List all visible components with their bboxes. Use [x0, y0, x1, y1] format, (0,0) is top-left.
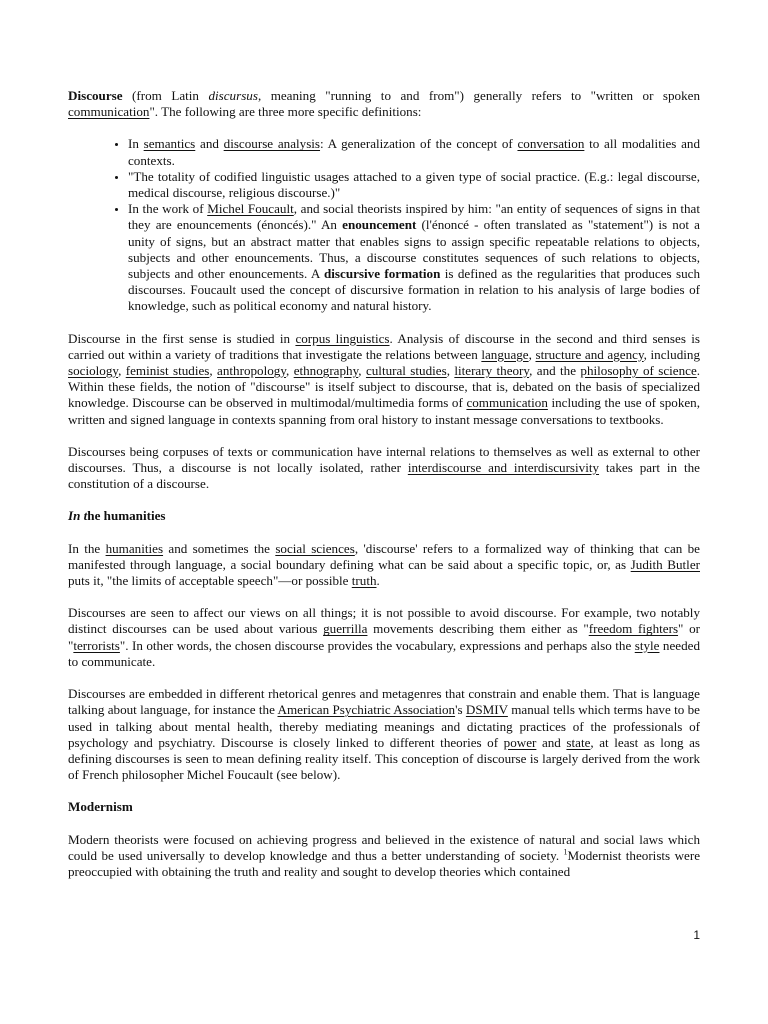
list-item [128, 136, 700, 168]
text: In [128, 136, 144, 152]
footnote-marker[interactable]: 1 [563, 847, 568, 857]
text: , [446, 363, 455, 379]
text: , and social theorists inspired by him: "an entity of sequences of signs in that they are enouncements (énoncés)." An [128, 201, 700, 233]
list-item [128, 201, 700, 314]
link-feminist-studies[interactable]: feminist studies [125, 363, 210, 379]
text: , at least as long as defining discourses is seen to mean defining reality itself. This conception of discourse is largely derived from the work of French philosopher Michel Foucault (see below). [68, 734, 701, 783]
text: and [195, 136, 224, 152]
paragraph-interdiscourse [68, 444, 700, 493]
paragraph-genres [68, 686, 700, 783]
text: needed to communicate. [68, 637, 700, 669]
link-communication-2[interactable]: communication [466, 395, 548, 411]
paragraph-modernism [68, 832, 700, 881]
text: Discourse in the first sense is studied in [68, 330, 296, 346]
text: . [376, 573, 380, 589]
paragraph-intro [68, 88, 700, 120]
text: is defined as the regularities that produces such discourses. Foucault used the concept of discursive formation in relation to his analysis of large bodies of knowledge, such as political economy and natural history. [128, 266, 700, 314]
definitions-list [68, 136, 700, 314]
paragraph-humanities [68, 541, 700, 590]
link-terrorists[interactable]: terrorists [73, 637, 120, 653]
text: to all modalities and contexts. [128, 136, 701, 168]
text: , meaning "running to and from") generally refers to "written or spoken [257, 88, 701, 103]
link-semantics[interactable]: semantics [143, 136, 196, 152]
text: Discourses being corpuses of texts or communication have internal relations to themselves as well as external to other discourses. Thus, a discourse is not locally isolated, rather [68, 443, 700, 476]
text: : A generalization of the concept of [320, 136, 518, 152]
link-humanities[interactable]: humanities [105, 540, 164, 556]
text: and [536, 734, 567, 750]
list-item [128, 169, 700, 201]
text: and sometimes the [163, 540, 276, 556]
link-michel-foucault[interactable]: Michel Foucault [207, 201, 294, 217]
document-body [68, 88, 700, 896]
link-anthropology[interactable]: anthropology [217, 363, 287, 379]
link-ethnography[interactable]: ethnography [293, 363, 359, 379]
text: In the work of [128, 201, 208, 217]
text: , [209, 363, 218, 379]
text: including the use of spoken, written and signed language in contexts spanning from oral history to instant message conversations to textbooks. [68, 395, 700, 427]
text: , including [643, 346, 700, 362]
link-communication[interactable]: communication [68, 104, 150, 120]
link-discourse-analysis[interactable]: discourse analysis [223, 136, 321, 152]
link-state[interactable]: state [566, 734, 591, 750]
link-literary-theory[interactable]: literary theory [454, 363, 530, 379]
text: , [528, 346, 536, 362]
term-discursive-formation: discursive formation [324, 266, 441, 282]
text: (from Latin [122, 88, 209, 103]
text: Modernist theorists were preoccupied with obtaining the truth and reality and sought to develop theories which contained [68, 847, 701, 879]
link-dsmiv[interactable]: DSMIV [465, 702, 508, 718]
link-philosophy-of-science[interactable]: philosophy of science [580, 363, 697, 379]
link-truth[interactable]: truth [351, 573, 377, 589]
heading-modernism: Modernism [68, 799, 133, 815]
text: , and the [529, 363, 581, 379]
text: Modern theorists were focused on achieving progress and believed in the existence of natural and social laws which could be used universally to develop knowledge and thus a better understanding of society. [68, 831, 700, 863]
page-number: 1 [693, 928, 700, 942]
text: , [118, 363, 126, 379]
text: (l'énoncé - often translated as "statement") is not a unity of signs, but an abstract matter that enables signs to assign specific repeatable relations to objects, subjects and other enouncements. Thus, a discourse constitutes sequences of such relations to objects, subjects and other enouncements. A [128, 217, 700, 282]
link-corpus-linguistics[interactable]: corpus linguistics [295, 330, 390, 346]
link-judith-butler[interactable]: Judith Butler [630, 556, 700, 572]
text: takes part in the constitution of a discourse. [68, 460, 700, 492]
link-social-sciences[interactable]: social sciences [275, 540, 355, 556]
term-enouncement: enouncement [342, 217, 417, 233]
text: Discourses are seen to affect our views on all things; it is not possible to avoid discourse. For example, two notably distinct discourses can be used about various [68, 605, 700, 637]
heading-rest: he humanities [87, 508, 166, 524]
heading-humanities [68, 508, 700, 524]
text: ". In other words, the chosen discourse provides the vocabulary, expressions and perhaps also the [119, 637, 635, 653]
text: , [286, 363, 294, 379]
link-structure-and-agency[interactable]: structure and agency [535, 346, 644, 362]
link-power[interactable]: power [503, 734, 537, 750]
text: Discourses are embedded in different rhetorical genres and metagenres that constrain and enable them. That is language talking about language, for instance the [68, 686, 700, 718]
link-language[interactable]: language [481, 346, 529, 362]
link-sociology[interactable]: sociology [68, 363, 119, 379]
text: ". The following are three more specific definitions: [149, 104, 422, 120]
text: manual tells which terms have to be used in talking about mental health, thereby mediating meanings and dictating practices of the professionals of psychology and psychiatry. Discourse is closely linked to different theories of [68, 702, 700, 750]
link-cultural-studies[interactable]: cultural studies [365, 363, 447, 379]
text: . Analysis of discourse in the second and third senses is carried out within a variety of traditions that investigate the relations between [68, 330, 700, 362]
link-apa[interactable]: American Psychiatric Association [277, 702, 456, 718]
text: "The totality of codified linguistic usages attached to a given type of social practice. (E.g.: legal discourse, medical discourse, religious discourse.)" [128, 168, 700, 201]
link-guerrilla[interactable]: guerrilla [323, 621, 368, 637]
text: , [358, 363, 366, 379]
latin-term: discursus [208, 88, 258, 103]
text: , 'discourse' refers to a formalized way of thinking that can be manifested through language, a social boundary defining what can be said about a specific topic, or, as [68, 540, 700, 572]
link-conversation[interactable]: conversation [517, 136, 585, 152]
text: 's [455, 702, 466, 718]
text: puts it, "the limits of acceptable speech"—or possible [68, 573, 352, 589]
text: " or " [68, 621, 700, 653]
link-freedom-fighters[interactable]: freedom fighters [588, 621, 679, 637]
paragraph-corpus [68, 331, 700, 428]
text: In the [68, 540, 106, 556]
text: movements describing them either as " [367, 621, 589, 637]
term-discourse: Discourse [68, 88, 123, 103]
link-interdiscourse[interactable]: interdiscourse and interdiscursivity [407, 460, 600, 476]
heading-italic: In t [68, 508, 88, 524]
paragraph-views [68, 605, 700, 670]
text: . Within these fields, the notion of "discourse" is itself subject to discourse, that is, debated on the basis of specialized knowledge. Discourse can be observed in multimodal/multimedia forms of [68, 363, 701, 411]
link-style[interactable]: style [634, 637, 660, 653]
